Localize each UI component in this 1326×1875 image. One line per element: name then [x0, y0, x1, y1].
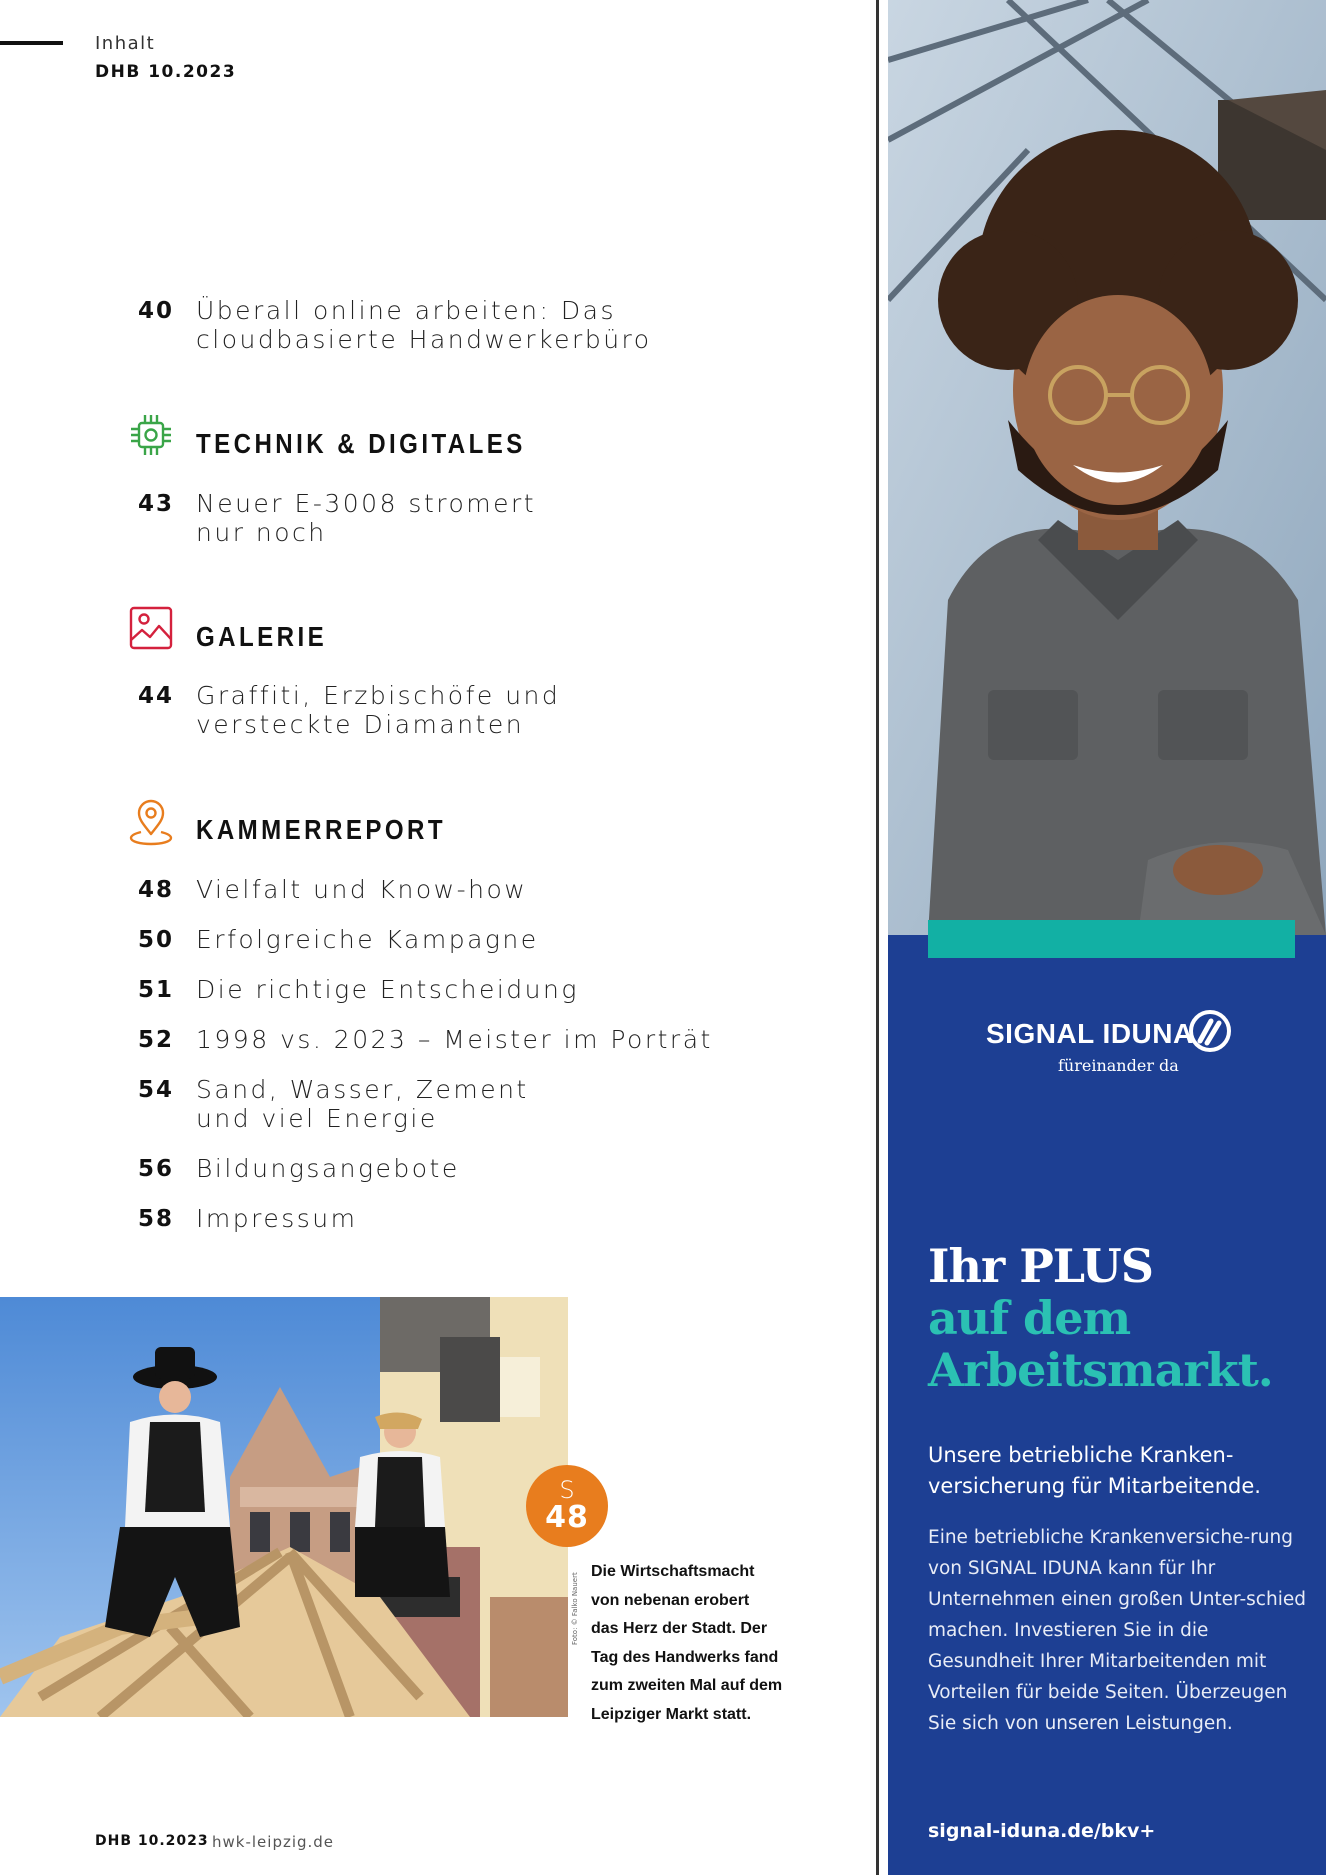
- caption-line: Tag des Handwerks fand: [591, 1648, 779, 1666]
- toc-entry-line: Bildungsangebote: [196, 1154, 460, 1183]
- toc-entry-line: Sand, Wasser, Zement: [196, 1075, 529, 1104]
- toc-entry-line: Überall online arbeiten: Das: [196, 296, 616, 325]
- toc-entry[interactable]: [196, 925, 539, 954]
- brand-name: SIGNAL IDUNA: [986, 1018, 1194, 1049]
- accent-bar: [928, 920, 1295, 958]
- signal-iduna-logo-icon: [1189, 1010, 1231, 1052]
- toc-page-number: 43: [137, 491, 174, 517]
- toc-entry-line: 1998 vs. 2023 – Meister im Porträt: [196, 1025, 713, 1054]
- toc-entry[interactable]: [196, 1075, 529, 1133]
- toc-entry-line: Impressum: [196, 1204, 358, 1233]
- chip-icon: [127, 411, 175, 459]
- ad-photo-art: [888, 0, 1326, 935]
- header-rule: [0, 41, 63, 45]
- toc-entry-line: Neuer E-3008 stromert: [196, 489, 537, 518]
- photo-caption: [591, 1558, 791, 1729]
- toc-page-number: 44: [137, 683, 174, 709]
- toc-entry-line: Die richtige Entscheidung: [196, 975, 579, 1004]
- section-label: Inhalt: [95, 33, 156, 54]
- caption-line: zum zweiten Mal auf dem: [591, 1677, 783, 1694]
- toc-entry[interactable]: [196, 1025, 713, 1054]
- section-title-technik: TECHNIK & DIGITALES: [196, 428, 526, 459]
- brand-tagline: füreinander da: [1058, 1056, 1179, 1075]
- advertisement[interactable]: [888, 0, 1326, 1875]
- photo-credit: Foto: © Falko Nauert: [571, 1572, 579, 1645]
- caption-line: das Herz der Stadt. Der: [591, 1620, 768, 1637]
- ad-photo: [888, 0, 1326, 935]
- badge-page: 48: [545, 1500, 589, 1535]
- toc-page-number: 56: [137, 1156, 174, 1182]
- toc-page-number: 51: [137, 977, 174, 1003]
- toc-page-number: 40: [137, 298, 174, 324]
- toc-entry-line: Vielfalt und Know-how: [196, 875, 528, 904]
- feature-photo[interactable]: [0, 1297, 568, 1717]
- caption-line: Die Wirtschaftsmacht: [591, 1563, 755, 1580]
- toc-entry[interactable]: [196, 681, 560, 739]
- toc-entry[interactable]: [196, 875, 527, 904]
- toc-entry[interactable]: [196, 975, 579, 1004]
- ad-headline-line: auf dem: [928, 1291, 1131, 1345]
- toc-entry-line: und viel Energie: [196, 1104, 438, 1133]
- toc-page-number: 52: [137, 1027, 174, 1053]
- toc-entry[interactable]: [196, 296, 652, 354]
- ad-headline-line: Ihr PLUS: [928, 1239, 1153, 1293]
- toc-entry-line: nur noch: [196, 518, 327, 547]
- toc-page-number: 58: [137, 1206, 174, 1232]
- badge-prefix: S: [559, 1476, 575, 1504]
- page-badge: [526, 1465, 608, 1547]
- caption-line: von nebenan erobert: [591, 1591, 750, 1609]
- image-icon: [127, 604, 175, 652]
- page-divider: [876, 0, 879, 1875]
- issue-label: DHB 10.2023: [95, 62, 237, 82]
- footer-issue: DHB 10.2023: [95, 1833, 209, 1849]
- toc-entry-line: versteckte Diamanten: [196, 710, 525, 739]
- toc-page-number: 48: [137, 877, 174, 903]
- toc-entry[interactable]: [196, 1154, 460, 1183]
- toc-page-number: 50: [137, 927, 174, 953]
- ad-headline-line: Arbeitsmarkt.: [928, 1343, 1273, 1397]
- toc-entry-line: Erfolgreiche Kampagne: [196, 925, 539, 954]
- section-title-galerie: GALERIE: [196, 621, 328, 652]
- location-pin-icon: [127, 798, 175, 846]
- toc-entry-line: cloudbasierte Handwerkerbüro: [196, 325, 652, 354]
- ad-url-link[interactable]: signal-iduna.de/bkv+: [928, 1820, 1156, 1842]
- ad-subheadline: Unsere betriebliche Kranken-versicherung für Mitarbeitende.: [928, 1443, 1261, 1498]
- footer-website-link[interactable]: hwk-leipzig.de: [212, 1833, 335, 1851]
- toc-entry[interactable]: [196, 1204, 357, 1233]
- ad-body-text: Eine betriebliche Krankenversiche-rung von SIGNAL IDUNA kann für Ihr Unternehmen einen großen Unter-schied machen. Investieren Sie in die Gesundheit Ihrer Mitarbeitenden mit Vorteilen für beide Seiten. Überzeugen Sie sich von unseren Leistungen.: [928, 1527, 1306, 1734]
- feature-photo-art: [0, 1297, 568, 1717]
- toc-entry[interactable]: [196, 489, 536, 547]
- caption-line: Leipziger Markt statt.: [591, 1705, 752, 1723]
- toc-page-number: 54: [137, 1077, 174, 1103]
- section-title-kammerreport: KAMMERREPORT: [196, 814, 446, 845]
- toc-entry-line: Graffiti, Erzbischöfe und: [196, 681, 561, 710]
